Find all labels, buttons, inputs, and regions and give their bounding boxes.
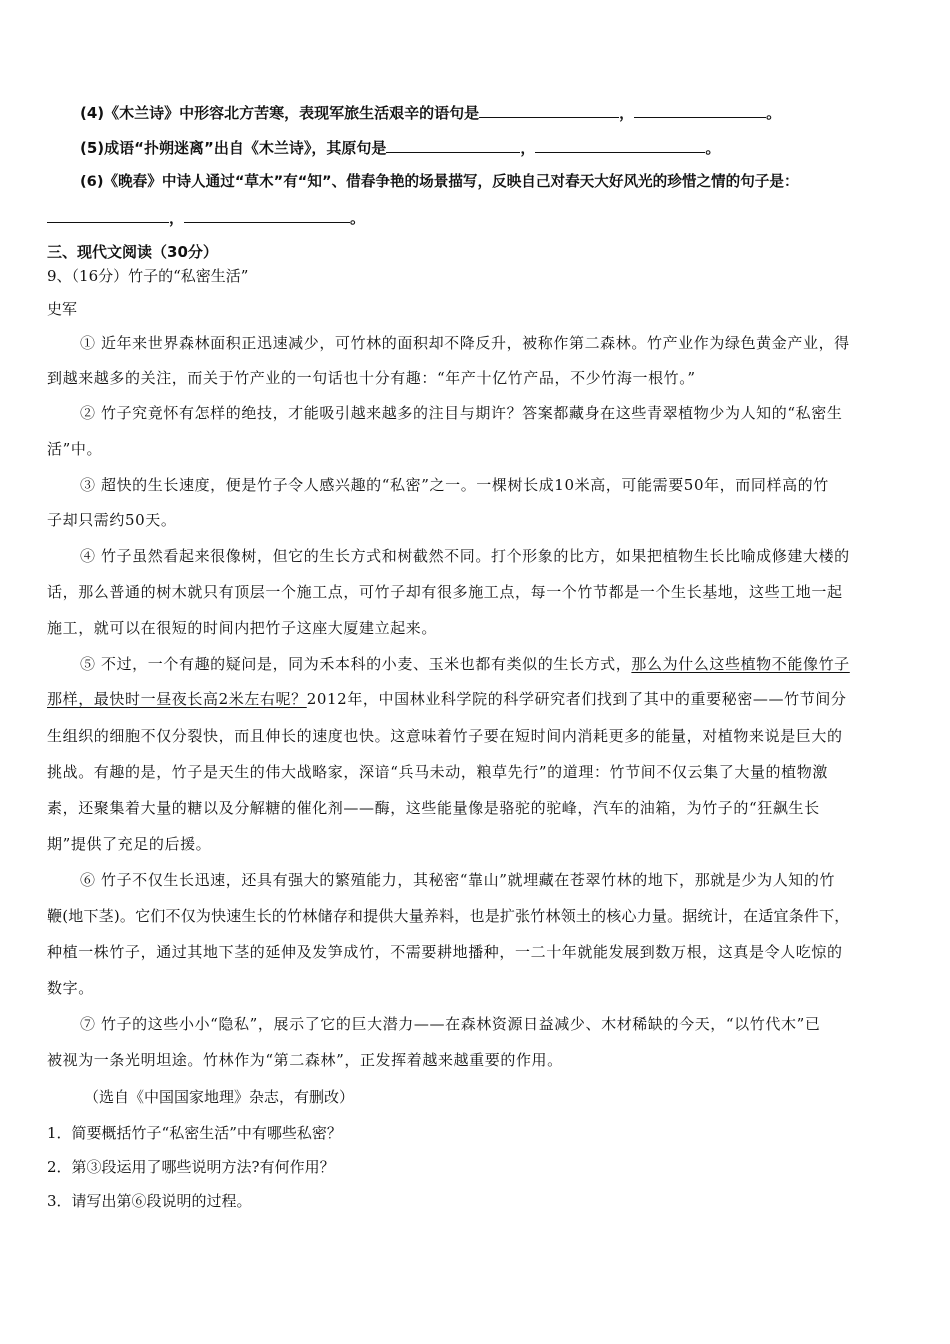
paragraph-3-line-2: 子却只需约50天。: [47, 511, 177, 529]
section-heading: 三、现代文阅读（30分）: [47, 243, 218, 261]
paragraph-4-line-3: 施工，就可以在很短的时间内把竹子这座大厦建立起来。: [47, 619, 438, 637]
underlined-sentence: 那样，最快时一昼夜长高2米左右呢？: [47, 690, 307, 708]
paragraph-5-line-5: 素，还聚集着大量的糖以及分解糖的催化剂——酶，这些能量像是骆驼的驼峰，汽车的油箱，为竹子的“狂飙生长: [47, 799, 820, 817]
paragraph-5-line-1: [80, 654, 850, 674]
paragraph-3-line-1: ③ 超快的生长速度，便是竹子令人感兴趣的“私密”之一。一棵树长成10米高，可能需要50年，而同样高的竹: [80, 476, 829, 494]
paragraph-5-text: ⑤ 不过，一个有趣的疑问是，同为禾本科的小麦、玉米也都有类似的生长方式，: [80, 655, 632, 673]
paragraph-4-line-2: 话，那么普通的树木就只有顶层一个施工点，可竹子却有很多施工点，每一个竹节都是一个生长基地，这些工地一起: [47, 583, 843, 601]
separator: ，: [619, 104, 635, 122]
question-4-text: (4)《木兰诗》中形容北方苦寒，表现军旅生活艰辛的语句是: [80, 104, 480, 122]
sub-question-2: 2．第③段运用了哪些说明方法?有何作用？: [47, 1158, 335, 1176]
paragraph-2-line-2: 活”中。: [47, 440, 103, 458]
paragraph-7-line-2: 被视为一条光明坦途。竹林作为“第二森林”，正发挥着越来越重要的作用。: [47, 1051, 563, 1069]
article-source: （选自《中国国家地理》杂志，有删改）: [84, 1088, 355, 1106]
paragraph-5-line-4: 挑战。有趣的是，竹子是天生的伟大战略家，深谙“兵马未动，粮草先行”的道理：竹节间不仅云集了大量的植物激: [47, 763, 828, 781]
question-4: [80, 103, 781, 123]
answer-blank-6b[interactable]: [184, 208, 350, 223]
paragraph-1-line-1: ① 近年来世界森林面积正迅速减少，可竹林的面积却不降反升，被称作第二森林。竹产业作为绿色黄金产业，得: [80, 334, 850, 352]
paragraph-2-line-1: ② 竹子究竟怀有怎样的绝技，才能吸引越来越多的注目与期许？答案都藏身在这些青翠植物少为人知的“私密生: [80, 404, 843, 422]
period: 。: [350, 209, 366, 227]
paragraph-5-line-2: [47, 689, 847, 709]
separator: ，: [520, 139, 536, 157]
question-6-answer-line: [47, 208, 365, 228]
paragraph-5-line-6: 期”提供了充足的后援。: [47, 835, 212, 853]
paragraph-4-line-1: ④ 竹子虽然看起来很像树，但它的生长方式和树截然不同。打个形象的比方，如果把植物生长比喻成修建大楼的: [80, 547, 850, 565]
period: 。: [766, 104, 782, 122]
paragraph-5-line-3: 生组织的细胞不仅分裂快，而且伸长的速度也快。这意味着竹子要在短时间内消耗更多的能量，对植物来说是巨大的: [47, 727, 843, 745]
answer-blank-6a[interactable]: [47, 208, 169, 223]
question-5-text: (5)成语“扑朔迷离”出自《木兰诗》，其原句是: [80, 139, 387, 157]
paragraph-6-line-2: 鞭(地下茎)。它们不仅为快速生长的竹林储存和提供大量养料，也是扩张竹林领土的核心力量。据统计，在适宜条件下，: [47, 907, 850, 925]
paragraph-5-text: 2012年，中国林业科学院的科学研究者们找到了其中的重要秘密——竹节间分: [306, 690, 847, 708]
sub-question-1: 1．简要概括竹子“私密生活”中有哪些私密？: [47, 1124, 342, 1142]
answer-blank-4b[interactable]: [634, 103, 766, 118]
underlined-sentence: 那么为什么这些植物不能像竹子: [631, 655, 850, 673]
paragraph-6-line-1: ⑥ 竹子不仅生长迅速，还具有强大的繁殖能力，其秘密“靠山”就埋藏在苍翠竹林的地下，那就是少为人知的竹: [80, 871, 836, 889]
paragraph-7-line-1: ⑦ 竹子的这些小小“隐私”，展示了它的巨大潜力——在森林资源日益减少、木材稀缺的今天，“以竹代木”已: [80, 1015, 821, 1033]
answer-blank-5b[interactable]: [535, 138, 705, 153]
question-6-text: (6)《晚春》中诗人通过“草木”有“知”、借春争艳的场景描写，反映自己对春天大好风光的珍惜之情的句子是：: [80, 173, 799, 190]
paragraph-1-line-2: 到越来越多的关注，而关于竹产业的一句话也十分有趣：“年产十亿竹产品，不少竹海一根竹。”: [47, 369, 696, 387]
period: 。: [705, 139, 721, 157]
sub-question-3: 3．请写出第⑥段说明的过程。: [47, 1192, 252, 1210]
answer-blank-4a[interactable]: [479, 103, 619, 118]
article-author: 史军: [47, 300, 78, 318]
paragraph-6-line-3: 种植一株竹子，通过其地下茎的延伸及发笋成竹，不需要耕地播种，一二十年就能发展到数万根，这真是令人吃惊的: [47, 943, 843, 961]
separator: ，: [169, 209, 185, 227]
question-5: [80, 138, 720, 158]
paragraph-6-line-4: 数字。: [47, 979, 94, 997]
question-6: [80, 172, 799, 192]
question-9-title: 9、（16分）竹子的“私密生活”: [47, 267, 249, 285]
answer-blank-5a[interactable]: [386, 138, 520, 153]
